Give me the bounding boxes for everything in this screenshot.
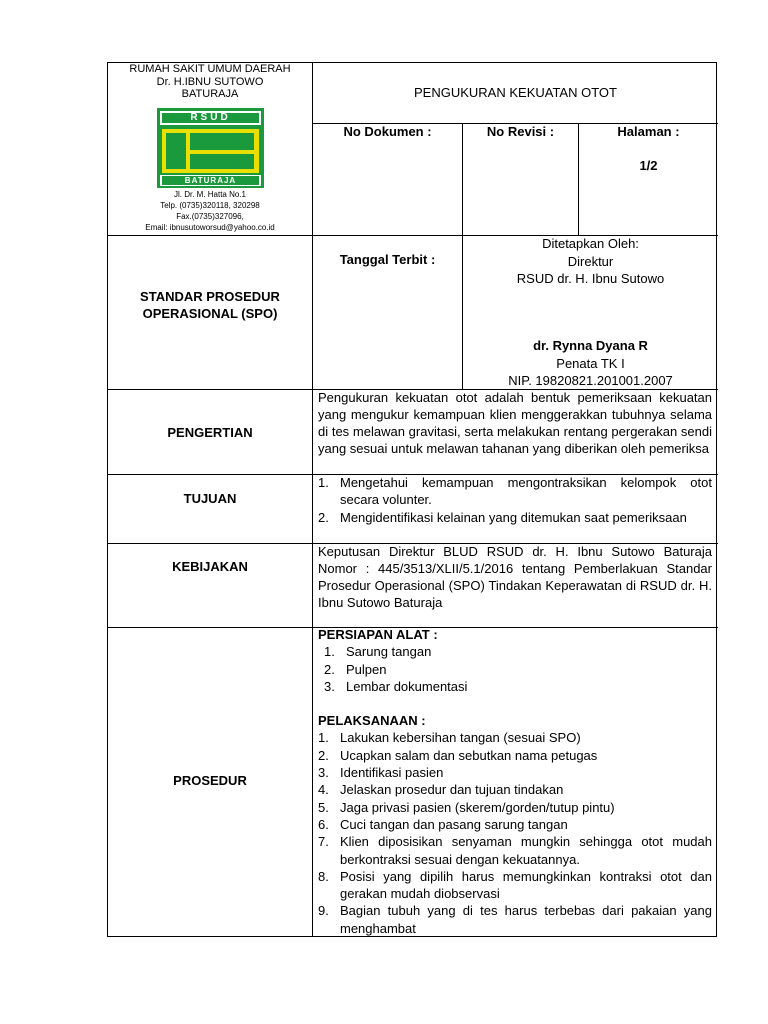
prep-list [318,643,712,695]
signer-name: dr. Rynna Dyana R [533,338,648,353]
list-item: 1. Lakukan kebersihan tangan (sesuai SPO) [318,730,581,746]
list-item: 8. Posisi yang dipilih harus memungkinkan kontraksi otot dan gerakan mudah diobservasi [318,868,712,902]
prosedur-label: PROSEDUR [173,773,247,788]
document-title: PENGUKURAN KEKUATAN OTOT [414,85,617,100]
hospital-address: Jl. Dr. M. Hatta No.1 [173,190,247,199]
hospital-email: Email: ibnusutoworsud@yahoo.co.id [145,223,275,232]
logo-bottom-text: BATURAJA [162,176,259,185]
page-value: 1/2 [639,158,658,173]
kebijakan-text: Keputusan Direktur BLUD RSUD dr. H. Ibnu Sutowo Baturaja Nomor : 445/3513/XLII/5.1/2016 tentang Pemberlakuan Standar Prosedur Operasional (SPO) Tindakan Keperawatan di RSUD dr. H. Ibnu Sutowo Baturaja [318,544,712,610]
spo-label [108,288,312,322]
prosedur-content [318,626,712,937]
list-item: 9. Bagian tubuh yang di tes harus terbebas dari pakaian yang menghambat [318,903,712,936]
spo-label-line2: OPERASIONAL (SPO) [142,306,278,321]
hospital-name-line2: Dr. H.IBNU SUTOWO [156,75,264,88]
prep-heading: PERSIAPAN ALAT : [318,627,438,642]
list-item: 3. Lembar dokumentasi [324,678,468,694]
revision-label: No Revisi : [486,124,555,139]
pengertian-text: Pengukuran kekuatan otot adalah bentuk pemeriksaan kekuatan yang mengukur kemampuan klien menggerakkan tubuhnya selama di tes melawan gravitasi, serta melakukan rentang pergerakan sendi yang sesuai untuk melawan tahanan yang diberikan oleh pemeriksa [318,390,712,456]
list-item: 7. Klien diposisikan senyaman mungkin sehingga otot mudah berkontraksi sesuai dengan kekuatannya. [318,834,712,867]
spo-label-line1: STANDAR PROSEDUR [140,289,280,304]
page-label: Halaman : [617,124,680,139]
list-item: 3. Identifikasi pasien [318,765,444,781]
list-item: 6. Cuci tangan dan pasang sarung tangan [318,816,568,832]
list-item: 2. Ucapkan salam dan sebutkan nama petugas [318,747,598,763]
kebijakan-label: KEBIJAKAN [172,559,248,574]
issue-date-label: Tanggal Terbit : [339,252,436,267]
list-item: 2. Pulpen [324,661,387,677]
approver-institution: RSUD dr. H. Ibnu Sutowo [516,271,665,286]
approval-block [463,235,718,288]
hospital-fax: Fax.(0735)327096, [176,212,244,221]
signer-rank: Penata TK I [556,355,625,371]
hospital-name-line3: BATURAJA [181,88,239,100]
spo-document [107,62,717,937]
column-divider [578,123,579,235]
doc-number-label: No Dokumen : [343,124,432,139]
signer-block [463,337,718,390]
hospital-phone: Telp. (0735)320118, 320298 [160,201,260,210]
exec-list [318,729,712,937]
approver-position: Direktur [567,253,614,269]
column-divider [462,123,463,235]
hospital-name-line1: RUMAH SAKIT UMUM DAERAH [129,63,291,75]
rsud-logo [157,108,264,188]
set-by-label: Ditetapkan Oleh: [542,236,639,251]
list-item: 4. Jelaskan prosedur dan tujuan tindakan [318,782,564,798]
list-item: 5. Jaga privasi pasien (skerem/gorden/tutup pintu) [318,799,615,815]
tujuan-list [318,474,712,526]
list-item: 2. Mengidentifikasi kelainan yang ditemukan saat pemeriksaan [318,510,687,525]
list-item: 1. Mengetahui kemampuan mengontraksikan kelompok otot secara volunter. [318,475,712,507]
column-divider [312,63,313,937]
pengertian-label: PENGERTIAN [167,425,253,440]
tujuan-label: TUJUAN [183,491,237,506]
logo-top-text: RSUD [162,113,259,123]
exec-heading: PELAKSANAAN : [318,713,426,729]
signer-nip: NIP. 19820821.201001.2007 [508,373,673,388]
hospital-header [108,63,312,235]
list-item: 1. Sarung tangan [324,644,432,660]
